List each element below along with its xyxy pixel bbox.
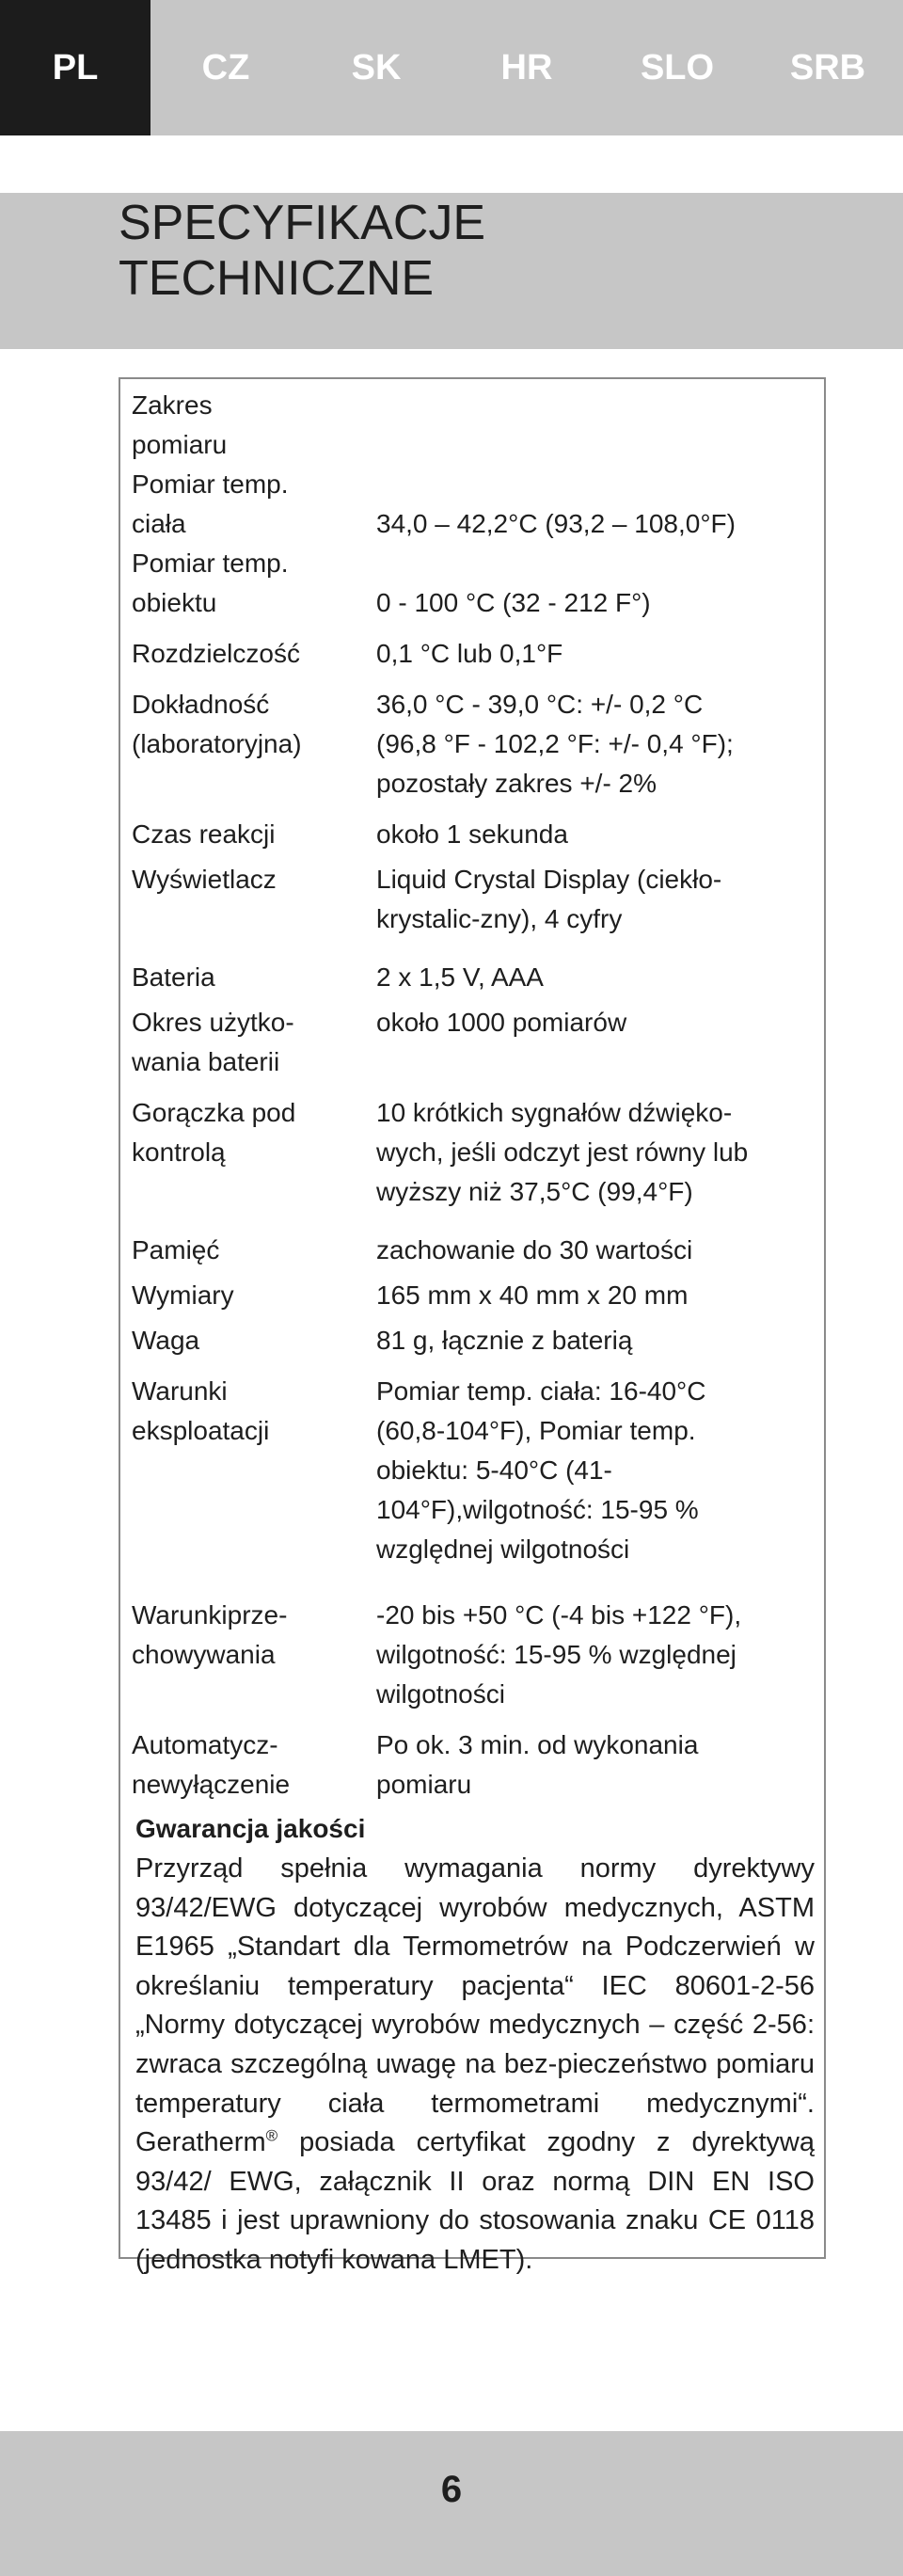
spec-value-line: 165 mm x 40 mm x 20 mm xyxy=(376,1280,689,1310)
spec-label xyxy=(132,1093,376,1231)
spec-value-line: Liquid Crystal Display (ciekło- xyxy=(376,865,722,894)
spec-row xyxy=(132,1321,822,1372)
spec-label-line: chowywania xyxy=(132,1640,276,1669)
spec-value xyxy=(376,958,822,1003)
spec-label xyxy=(132,860,376,958)
spec-row xyxy=(132,1372,822,1596)
spec-value-line: (60,8-104°F), Pomiar temp. xyxy=(376,1416,696,1445)
spec-label-line: Pamięć xyxy=(132,1235,220,1264)
spec-value-line xyxy=(376,544,822,583)
page-number: 6 xyxy=(440,2469,463,2510)
tab-pl[interactable] xyxy=(0,0,150,135)
spec-value-line: pozostały zakres +/- 2% xyxy=(376,769,657,798)
spec-row xyxy=(132,1276,822,1321)
tab-cz[interactable] xyxy=(150,0,301,135)
spec-value xyxy=(376,1003,822,1093)
spec-label-line: Pomiar temp. xyxy=(132,549,289,578)
spec-value xyxy=(376,1725,822,1816)
spec-value-line: pomiaru xyxy=(376,1770,472,1799)
spec-label-line: Czas reakcji xyxy=(132,819,276,849)
spec-label-line: Wymiary xyxy=(132,1280,234,1310)
spec-row xyxy=(132,1725,822,1816)
spec-value-line: wych, jeśli odczyt jest równy lub xyxy=(376,1137,749,1167)
language-tabs xyxy=(0,0,903,135)
spec-row xyxy=(132,860,822,958)
spec-value-line: (96,8 °F - 102,2 °F: +/- 0,4 °F); xyxy=(376,729,734,758)
spec-table-body xyxy=(132,386,822,1816)
spec-value-line: względnej wilgotności xyxy=(376,1534,630,1564)
spec-label-line: Waga xyxy=(132,1326,200,1355)
spec-value-line: około 1 sekunda xyxy=(376,819,568,849)
registered-mark: ® xyxy=(265,2126,278,2145)
spec-value-line: obiektu: 5-40°C (41- xyxy=(376,1455,612,1485)
spec-row xyxy=(132,386,822,634)
spec-label-line: pomiaru xyxy=(132,430,228,459)
spec-value-line: Po ok. 3 min. od wykonania xyxy=(376,1730,699,1759)
spec-value xyxy=(376,1596,822,1725)
spec-label-line: Warunkiprze- xyxy=(132,1600,288,1630)
spec-label xyxy=(132,1321,376,1372)
spec-value xyxy=(376,634,822,685)
spec-value xyxy=(376,1321,822,1372)
warranty-text-part-2: posiada certyfikat zgodny z dyrektywą 93/42/ EWG, załącznik II oraz normą DIN EN ISO 13485 i jest uprawniony do stosowania znaku CE 0118 (jednostka notyfi kowana LMET). xyxy=(135,2127,815,2275)
tab-label: SK xyxy=(351,47,402,87)
title-line-1: SPECYFIKACJE xyxy=(119,196,486,250)
tab-slo[interactable] xyxy=(602,0,752,135)
spec-label xyxy=(132,386,376,634)
spec-label-line: eksploatacji xyxy=(132,1416,270,1445)
spec-label-line: Gorączka pod xyxy=(132,1098,296,1127)
spec-value-line: 36,0 °C - 39,0 °C: +/- 0,2 °C xyxy=(376,690,704,719)
warranty-text-part-1: Przyrząd spełnia wymagania normy dyrektywy 93/42/EWG dotyczącej wyrobów medycznych, ASTM E1965 „Standart dla Termometrów na Podczerwień w określaniu temperatury pacjenta“ IEC 80601-2-56 „Normy dotyczącej wyrobów medycznych – część 2-56: zwraca szczególną uwagę na bez-pieczeństwo pomiaru temperatury ciała termometrami medycznymi“. Geratherm xyxy=(135,1853,815,2158)
tab-label: PL xyxy=(52,47,99,87)
spec-label xyxy=(132,685,376,815)
spec-value-line: 81 g, łącznie z baterią xyxy=(376,1326,633,1355)
warranty-text xyxy=(135,1850,815,2281)
spec-value-line: wilgotność: 15-95 % względnej xyxy=(376,1640,737,1669)
spec-row xyxy=(132,1596,822,1725)
spec-value xyxy=(376,1093,822,1231)
spec-row xyxy=(132,958,822,1003)
spec-row xyxy=(132,685,822,815)
spec-label xyxy=(132,815,376,860)
spec-label-line: Bateria xyxy=(132,962,215,992)
spec-label-line: Pomiar temp. xyxy=(132,469,289,499)
spec-label-line: Okres użytko- xyxy=(132,1008,294,1037)
spec-label-line: Warunki xyxy=(132,1376,228,1406)
spec-value xyxy=(376,1231,822,1276)
spec-value-line: wilgotności xyxy=(376,1679,505,1709)
spec-label-line: (laboratoryjna) xyxy=(132,729,302,758)
tab-label: SLO xyxy=(640,47,715,87)
spec-value-line: 0 - 100 °C (32 - 212 F°) xyxy=(376,588,651,617)
spec-label xyxy=(132,1276,376,1321)
spec-value-line: Pomiar temp. ciała: 16-40°C xyxy=(376,1376,706,1406)
spec-value-line: wyższy niż 37,5°C (99,4°F) xyxy=(376,1177,693,1206)
page-title xyxy=(119,196,777,307)
spec-value xyxy=(376,386,822,634)
spec-label xyxy=(132,634,376,685)
spec-label-line: kontrolą xyxy=(132,1137,226,1167)
spec-row xyxy=(132,634,822,685)
spec-label xyxy=(132,1596,376,1725)
spec-label xyxy=(132,1372,376,1596)
spec-value-line: zachowanie do 30 wartości xyxy=(376,1235,693,1264)
tab-hr[interactable] xyxy=(452,0,602,135)
tab-sk[interactable] xyxy=(301,0,452,135)
spec-value xyxy=(376,1372,822,1596)
warranty-heading: Gwarancja jakości xyxy=(135,1814,366,1843)
spec-value-line: 34,0 – 42,2°C (93,2 – 108,0°F) xyxy=(376,509,736,538)
spec-label-line: Dokładność xyxy=(132,690,270,719)
spec-value-line: -20 bis +50 °C (-4 bis +122 °F), xyxy=(376,1600,742,1630)
spec-row xyxy=(132,1093,822,1231)
spec-value xyxy=(376,815,822,860)
spec-value-line: krystalic-zny), 4 cyfry xyxy=(376,904,623,933)
tab-label: CZ xyxy=(201,47,250,87)
title-line-2: TECHNICZNE xyxy=(119,251,435,306)
spec-value xyxy=(376,1276,822,1321)
spec-value-line: 2 x 1,5 V, AAA xyxy=(376,962,544,992)
spec-row xyxy=(132,1003,822,1093)
spec-label-line: obiektu xyxy=(132,588,217,617)
spec-label-line: wania baterii xyxy=(132,1047,280,1076)
tab-label: HR xyxy=(500,47,553,87)
spec-table xyxy=(132,386,822,1816)
spec-label-line: Rozdzielczość xyxy=(132,639,300,668)
spec-label-line: newyłączenie xyxy=(132,1770,291,1799)
spec-label xyxy=(132,958,376,1003)
spec-value-line: 10 krótkich sygnałów dźwięko- xyxy=(376,1098,733,1127)
spec-label-line: Automatycz- xyxy=(132,1730,278,1759)
spec-value-line: około 1000 pomiarów xyxy=(376,1008,627,1037)
spec-label-line: Wyświetlacz xyxy=(132,865,277,894)
spec-value-line: 104°F),wilgotność: 15-95 % xyxy=(376,1495,699,1524)
spec-label-line: Zakres xyxy=(132,390,213,420)
spec-label xyxy=(132,1003,376,1093)
spec-value-line: 0,1 °C lub 0,1°F xyxy=(376,639,563,668)
spec-row xyxy=(132,815,822,860)
tab-srb[interactable] xyxy=(752,0,903,135)
spec-row xyxy=(132,1231,822,1276)
tab-label: SRB xyxy=(789,47,866,87)
spec-label xyxy=(132,1231,376,1276)
spec-value xyxy=(376,860,822,958)
spec-label-line: ciała xyxy=(132,509,186,538)
spec-label xyxy=(132,1725,376,1816)
warranty-section xyxy=(135,1810,815,2281)
spec-value xyxy=(376,685,822,815)
